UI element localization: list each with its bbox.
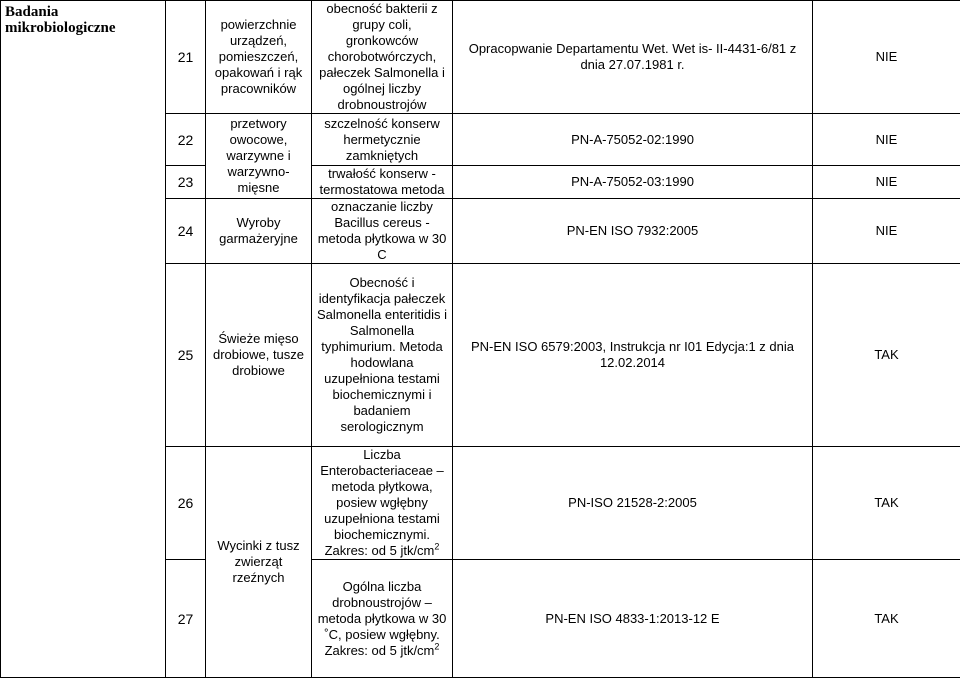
row-number: 26: [166, 447, 206, 560]
row-number: 27: [166, 560, 206, 678]
unit-superscript: 2: [434, 542, 439, 552]
test-text: Liczba Enterobacteriaceae – metoda płytkowa, posiew wgłębny uzupełniona testami biochemicznymi. Zakres: od 5 jtk/cm: [320, 447, 444, 558]
section-title: Badania mikrobiologiczne: [1, 1, 166, 678]
accreditation-flag: NIE: [813, 1, 960, 114]
accreditation-flag: NIE: [813, 114, 960, 166]
accreditation-flag: NIE: [813, 166, 960, 199]
row-number: 25: [166, 264, 206, 447]
product-cell: powierzchnie urządzeń, pomieszczeń, opakowań i rąk pracowników: [206, 1, 312, 114]
accreditation-flag: NIE: [813, 199, 960, 264]
accreditation-flag: TAK: [813, 447, 960, 560]
method-cell: PN-A-75052-03:1990: [453, 166, 813, 199]
method-cell: PN-EN ISO 4833-1:2013-12 E: [453, 560, 813, 678]
test-cell: trwałość konserw - termostatowa metoda: [312, 166, 453, 199]
method-cell: PN-EN ISO 7932:2005: [453, 199, 813, 264]
method-cell: PN-A-75052-02:1990: [453, 114, 813, 166]
row-number: 22: [166, 114, 206, 166]
accreditation-flag: TAK: [813, 264, 960, 447]
row-number: 23: [166, 166, 206, 199]
row-number: 21: [166, 1, 206, 114]
table-row: [1, 1, 960, 114]
test-cell: [312, 560, 453, 678]
product-cell: przetwory owocowe, warzywne i warzywno-mięsne: [206, 114, 312, 199]
test-text: Ogólna liczba drobnoustrojów – metoda płytkowa w 30 ˚C, posiew wgłębny. Zakres: od 5 jtk/cm: [318, 579, 447, 658]
test-cell: obecność bakterii z grupy coli, gronkowców chorobotwórczych, pałeczek Salmonella i ogólnej liczby drobnoustrojów: [312, 1, 453, 114]
row-number: 24: [166, 199, 206, 264]
unit-superscript: 2: [434, 641, 439, 651]
product-cell: Świeże mięso drobiowe, tusze drobiowe: [206, 264, 312, 447]
test-cell: szczelność konserw hermetycznie zamkniętych: [312, 114, 453, 166]
accreditation-flag: TAK: [813, 560, 960, 678]
test-cell: oznaczanie liczby Bacillus cereus - metoda płytkowa w 30 C: [312, 199, 453, 264]
product-cell: Wycinki z tusz zwierząt rzeźnych: [206, 447, 312, 678]
product-cell: Wyroby garmażeryjne: [206, 199, 312, 264]
method-cell: PN-EN ISO 6579:2003, Instrukcja nr I01 Edycja:1 z dnia 12.02.2014: [453, 264, 813, 447]
test-cell: Obecność i identyfikacja pałeczek Salmonella enteritidis i Salmonella typhimurium. Metoda hodowlana uzupełniona testami biochemicznymi i badaniem serologicznym: [312, 264, 453, 447]
method-cell: PN-ISO 21528-2:2005: [453, 447, 813, 560]
method-cell: Opracopwanie Departamentu Wet. Wet is- II-4431-6/81 z dnia 27.07.1981 r.: [453, 1, 813, 114]
test-cell: [312, 447, 453, 560]
